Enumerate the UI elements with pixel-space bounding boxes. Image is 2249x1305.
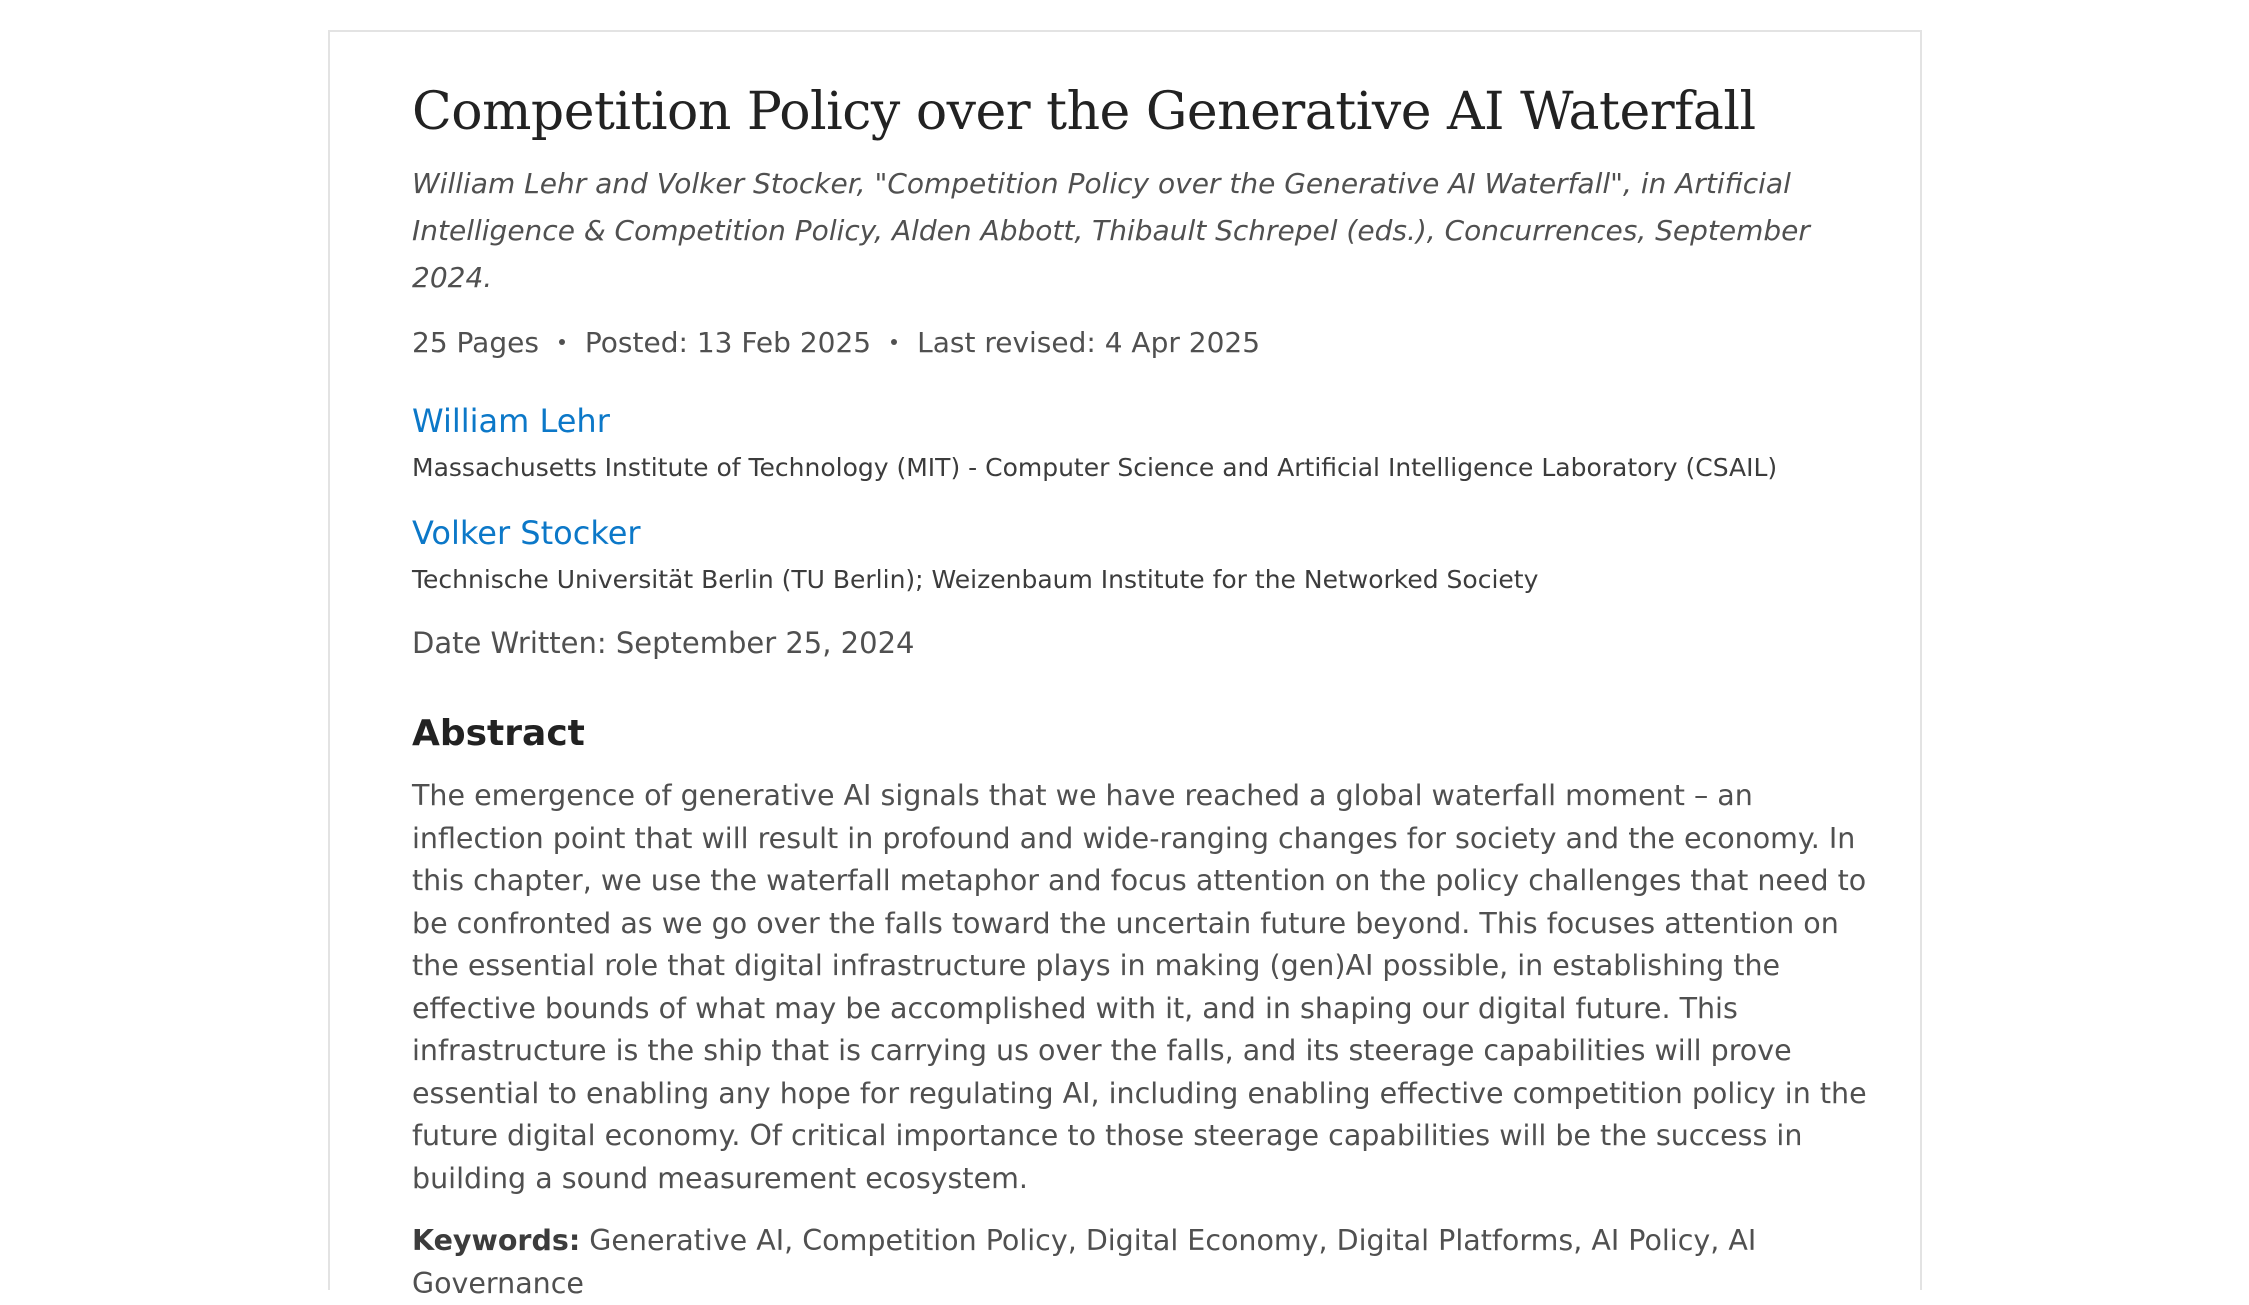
date-written: Date Written: September 25, 2024 [412,626,915,660]
separator-dot-icon [891,339,897,345]
paper-card [328,30,1922,1300]
abstract-text: The emergence of generative AI signals that we have reached a global waterfall moment – an inflection point that will result in profound and wide-ranging changes for society and the economy. In this chapter, we use the waterfall metaphor and focus attention on the policy challenges that need to be confronted as we go over the falls toward the uncertain future beyond. This focuses attention on the essential role that digital infrastructure plays in making (gen)AI possible, in establishing the effective bounds of what may be accomplished with it, and in shaping our digital future. This infrastructure is the ship that is carrying us over the falls, and its steerage capabilities will prove essential to enabling any hope for regulating AI, including enabling effective competition policy in the future digital economy. Of critical importance to those steerage capabilities will be the success in building a sound measurement ecosystem. [412,779,1867,1195]
keywords [412,1220,1872,1305]
author-link-volker-stocker[interactable]: Volker Stocker [412,514,641,552]
keywords-label: Keywords: [412,1224,581,1257]
paper-citation: William Lehr and Volker Stocker, "Competition Policy over the Generative AI Waterfall", in Artificial Intelligence & Competition Policy, Alden Abbott, Thibault Schrepel (eds.), Concurrences, September 2024. [412,167,1810,294]
keywords-list: Generative AI, Competition Policy, Digital Economy, Digital Platforms, AI Policy, AI Governance [412,1224,1757,1300]
author-block [412,513,1872,597]
separator-dot-icon [559,339,565,345]
last-revised-date: Last revised: 4 Apr 2025 [917,326,1261,359]
paper-meta [412,323,1872,363]
paper-title: Competition Policy over the Generative AI Waterfall [412,82,1756,142]
author-affiliation: Massachusetts Institute of Technology (MIT) - Computer Science and Artificial Intelligence Laboratory (CSAIL) [412,453,1778,482]
abstract-heading: Abstract [412,713,585,754]
page-count: 25 Pages [412,326,539,359]
author-block [412,401,1872,485]
author-affiliation: Technische Universität Berlin (TU Berlin); Weizenbaum Institute for the Networked Society [412,565,1539,594]
paper-content [412,80,1872,1305]
posted-date: Posted: 13 Feb 2025 [584,326,872,359]
author-link-william-lehr[interactable]: William Lehr [412,402,610,440]
